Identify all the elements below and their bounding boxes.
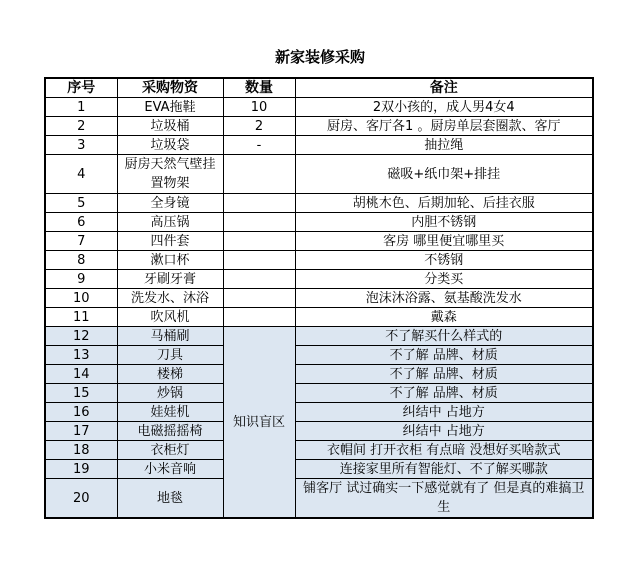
header-note: 备注	[295, 78, 593, 98]
cell-note: 抽拉绳	[295, 136, 593, 155]
table-row	[45, 251, 593, 270]
cell-num: 16	[45, 403, 117, 422]
table-row	[45, 327, 593, 346]
cell-note: 不了解 品牌、材质	[295, 346, 593, 365]
cell-note: 泡沫沐浴露、氨基酸洗发水	[295, 289, 593, 308]
cell-note: 客房 哪里便宜哪里买	[295, 232, 593, 251]
cell-num: 7	[45, 232, 117, 251]
cell-qty	[223, 155, 295, 194]
table-row	[45, 346, 593, 365]
cell-note: 胡桃木色、后期加轮、后挂衣服	[295, 194, 593, 213]
cell-num: 4	[45, 155, 117, 194]
cell-note: 纠结中 占地方	[295, 422, 593, 441]
cell-item: 四件套	[117, 232, 223, 251]
cell-num: 19	[45, 460, 117, 479]
header-row	[45, 78, 593, 98]
cell-note: 厨房、客厅各1 。厨房单层套圈款、客厅	[295, 117, 593, 136]
table-row	[45, 117, 593, 136]
cell-item: 高压锅	[117, 213, 223, 232]
cell-num: 14	[45, 365, 117, 384]
table-row	[45, 403, 593, 422]
table-row	[45, 460, 593, 479]
cell-item: 垃圾袋	[117, 136, 223, 155]
table-row	[45, 213, 593, 232]
purchase-table	[44, 77, 594, 519]
cell-qty: 2	[223, 117, 295, 136]
table-row	[45, 270, 593, 289]
cell-item: 电磁摇摇椅	[117, 422, 223, 441]
cell-qty: 10	[223, 98, 295, 117]
cell-item: 厨房天然气壁挂置物架	[117, 155, 223, 194]
table-row	[45, 365, 593, 384]
cell-item: 垃圾桶	[117, 117, 223, 136]
cell-item: 牙刷牙膏	[117, 270, 223, 289]
cell-item: 娃娃机	[117, 403, 223, 422]
table-row	[45, 479, 593, 519]
cell-item: 洗发水、沐浴	[117, 289, 223, 308]
cell-qty	[223, 308, 295, 327]
table-row	[45, 308, 593, 327]
cell-item: 漱口杯	[117, 251, 223, 270]
table-row	[45, 98, 593, 117]
cell-num: 17	[45, 422, 117, 441]
cell-item: 楼梯	[117, 365, 223, 384]
cell-note: 连接家里所有智能灯、不了解买哪款	[295, 460, 593, 479]
cell-num: 5	[45, 194, 117, 213]
cell-item: 刀具	[117, 346, 223, 365]
cell-note: 不了解 品牌、材质	[295, 384, 593, 403]
table-row	[45, 155, 593, 194]
table-row	[45, 232, 593, 251]
cell-item: 地毯	[117, 479, 223, 519]
table-row	[45, 136, 593, 155]
cell-note: 纠结中 占地方	[295, 403, 593, 422]
cell-note: 磁吸+纸巾架+排挂	[295, 155, 593, 194]
cell-qty	[223, 251, 295, 270]
cell-num: 8	[45, 251, 117, 270]
cell-num: 2	[45, 117, 117, 136]
cell-qty: -	[223, 136, 295, 155]
cell-num: 13	[45, 346, 117, 365]
cell-note: 衣帽间 打开衣柜 有点暗 没想好买啥款式	[295, 441, 593, 460]
cell-num: 15	[45, 384, 117, 403]
table-row	[45, 441, 593, 460]
cell-item: 小米音响	[117, 460, 223, 479]
table-row	[45, 194, 593, 213]
cell-num: 1	[45, 98, 117, 117]
cell-num: 12	[45, 327, 117, 346]
cell-num: 9	[45, 270, 117, 289]
cell-qty	[223, 270, 295, 289]
cell-item: 吹风机	[117, 308, 223, 327]
cell-note: 不锈钢	[295, 251, 593, 270]
cell-qty	[223, 213, 295, 232]
cell-num: 3	[45, 136, 117, 155]
cell-qty	[223, 289, 295, 308]
cell-item: 炒锅	[117, 384, 223, 403]
cell-item: 马桶刷	[117, 327, 223, 346]
table-row	[45, 422, 593, 441]
table-row	[45, 289, 593, 308]
cell-note: 内胆不锈钢	[295, 213, 593, 232]
cell-note: 分类买	[295, 270, 593, 289]
header-num: 序号	[45, 78, 117, 98]
cell-note: 戴森	[295, 308, 593, 327]
cell-note: 2双小孩的，成人男4女4	[295, 98, 593, 117]
cell-qty	[223, 194, 295, 213]
cell-item: 全身镜	[117, 194, 223, 213]
cell-note: 铺客厅 试过确实一下感觉就有了 但是真的难搞卫生	[295, 479, 593, 519]
cell-qty	[223, 232, 295, 251]
cell-num: 11	[45, 308, 117, 327]
cell-note: 不了解 品牌、材质	[295, 365, 593, 384]
cell-item: EVA拖鞋	[117, 98, 223, 117]
header-item: 采购物资	[117, 78, 223, 98]
cell-num: 18	[45, 441, 117, 460]
merged-qty-cell: 知识盲区	[223, 327, 295, 519]
cell-note: 不了解买什么样式的	[295, 327, 593, 346]
header-qty: 数量	[223, 78, 295, 98]
table-row	[45, 384, 593, 403]
cell-num: 6	[45, 213, 117, 232]
sheet-title: 新家装修采购	[274, 48, 365, 66]
cell-num: 10	[45, 289, 117, 308]
cell-item: 衣柜灯	[117, 441, 223, 460]
cell-num: 20	[45, 479, 117, 519]
